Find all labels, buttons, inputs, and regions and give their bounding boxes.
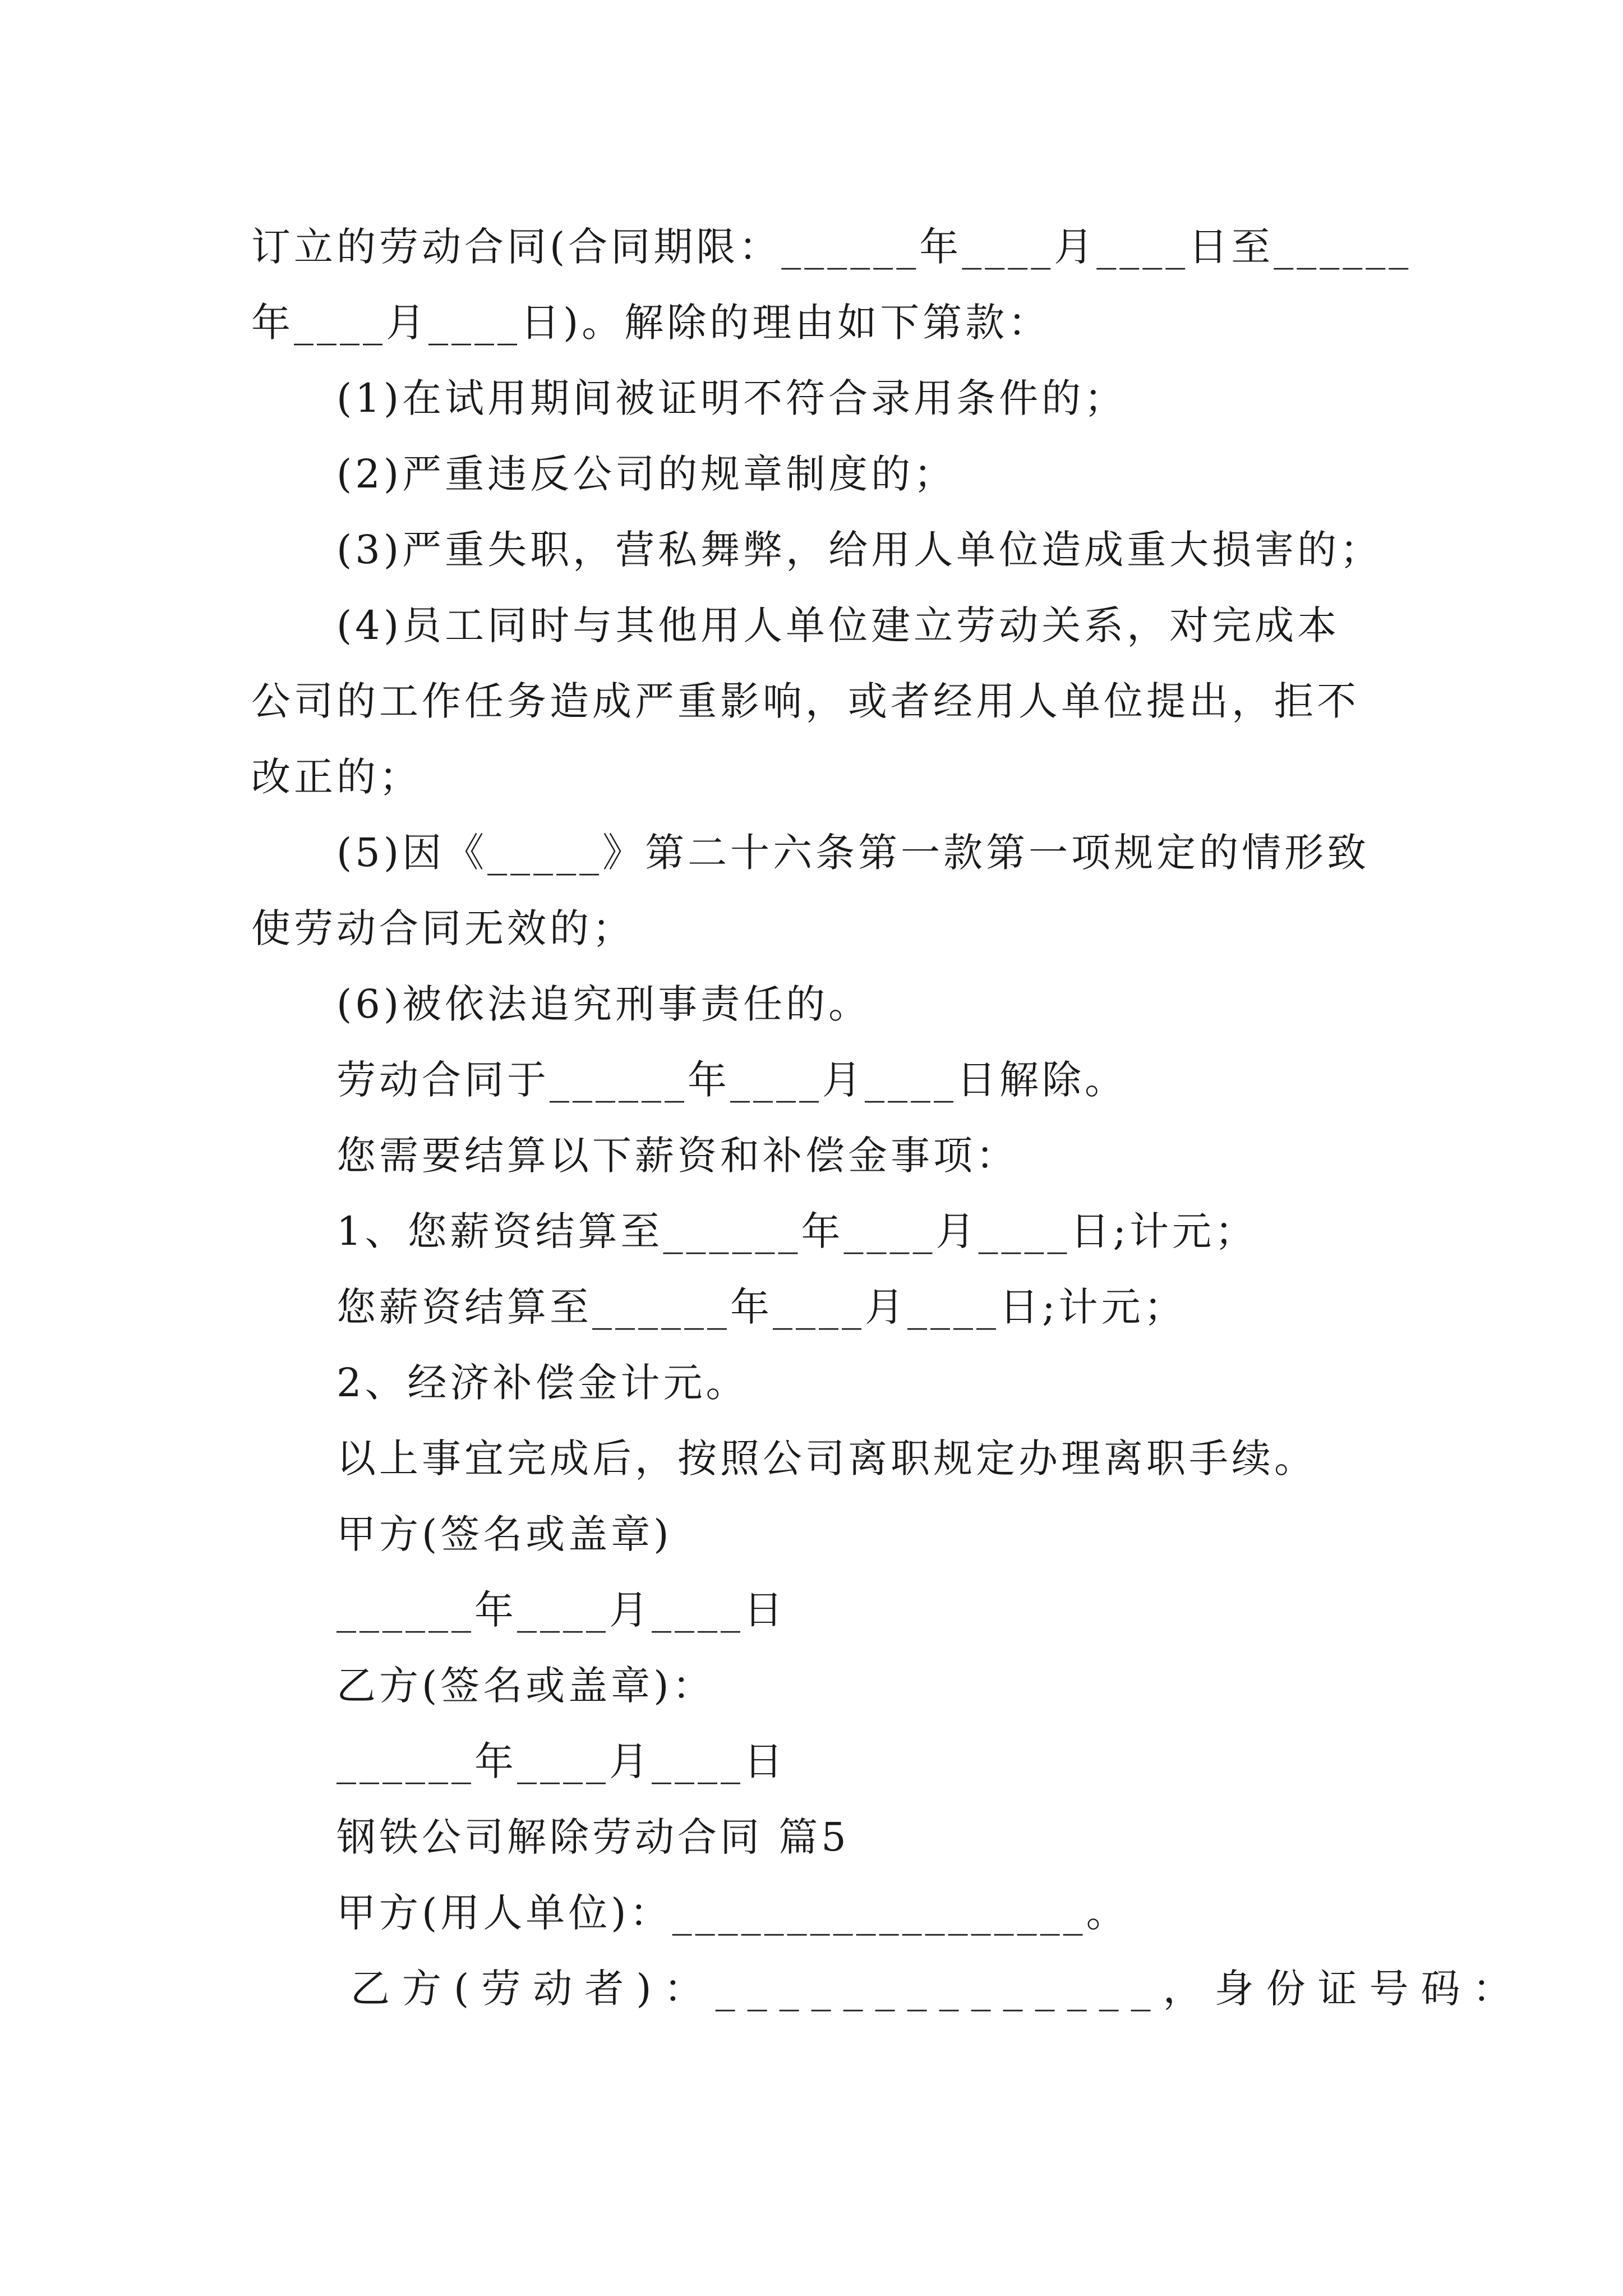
- salary-settlement-1: 1、您薪资结算至______年____月____日;计元；: [336, 1208, 1258, 1254]
- reason-item-2: (2)严重违反公司的规章制度的；: [336, 451, 957, 497]
- reason-item-1: (1)在试用期间被证明不符合录用条件的；: [336, 375, 1127, 421]
- reason-item-5-cont: 使劳动合同无效的；: [251, 905, 635, 951]
- settlement-intro: 您需要结算以下薪资和补偿金事项：: [336, 1133, 1018, 1179]
- procedure-note: 以上事宜完成后，按照公司离职规定办理离职手续。: [336, 1435, 1317, 1481]
- party-b-signature: 乙方(签名或盖章)：: [336, 1663, 715, 1709]
- reason-item-4-cont-2: 改正的；: [251, 754, 422, 800]
- reason-item-5: (5)因《_____》第二十六条第一款第一项规定的情形致: [336, 830, 1370, 876]
- reason-item-6: (6)被依法追究刑事责任的。: [336, 981, 872, 1027]
- party-a-signature: 甲方(签名或盖章): [336, 1511, 672, 1557]
- section-heading: 钢铁公司解除劳动合同 篇5: [336, 1814, 850, 1860]
- reason-item-4: (4)员工同时与其他用人单位建立劳动关系，对完成本: [336, 602, 1340, 648]
- employer-line: 甲方(用人单位)：__________________。: [336, 1890, 1129, 1936]
- termination-date-line: 劳动合同于______年____月____日解除。: [336, 1057, 1127, 1103]
- termination-reason-intro: 年____月____日)。解除的理由如下第款：: [251, 300, 1051, 346]
- contract-term-line: 订立的劳动合同(合同期限：______年____月____日至______: [251, 224, 1412, 270]
- reason-item-4-cont-1: 公司的工作任务造成严重影响，或者经用人单位提出，拒不: [251, 678, 1359, 724]
- compensation-line: 2、经济补偿金计元。: [336, 1360, 749, 1406]
- reason-item-3: (3)严重失职，营私舞弊，给用人单位造成重大损害的；: [336, 527, 1383, 573]
- party-b-date: ______年____月____日: [336, 1738, 786, 1784]
- salary-settlement-2: 您薪资结算至______年____月____日;计元；: [336, 1284, 1187, 1330]
- employee-line: 乙方(劳动者)：______________，身份证号码：: [351, 1966, 1524, 2012]
- party-a-date: ______年____月____日: [336, 1587, 786, 1633]
